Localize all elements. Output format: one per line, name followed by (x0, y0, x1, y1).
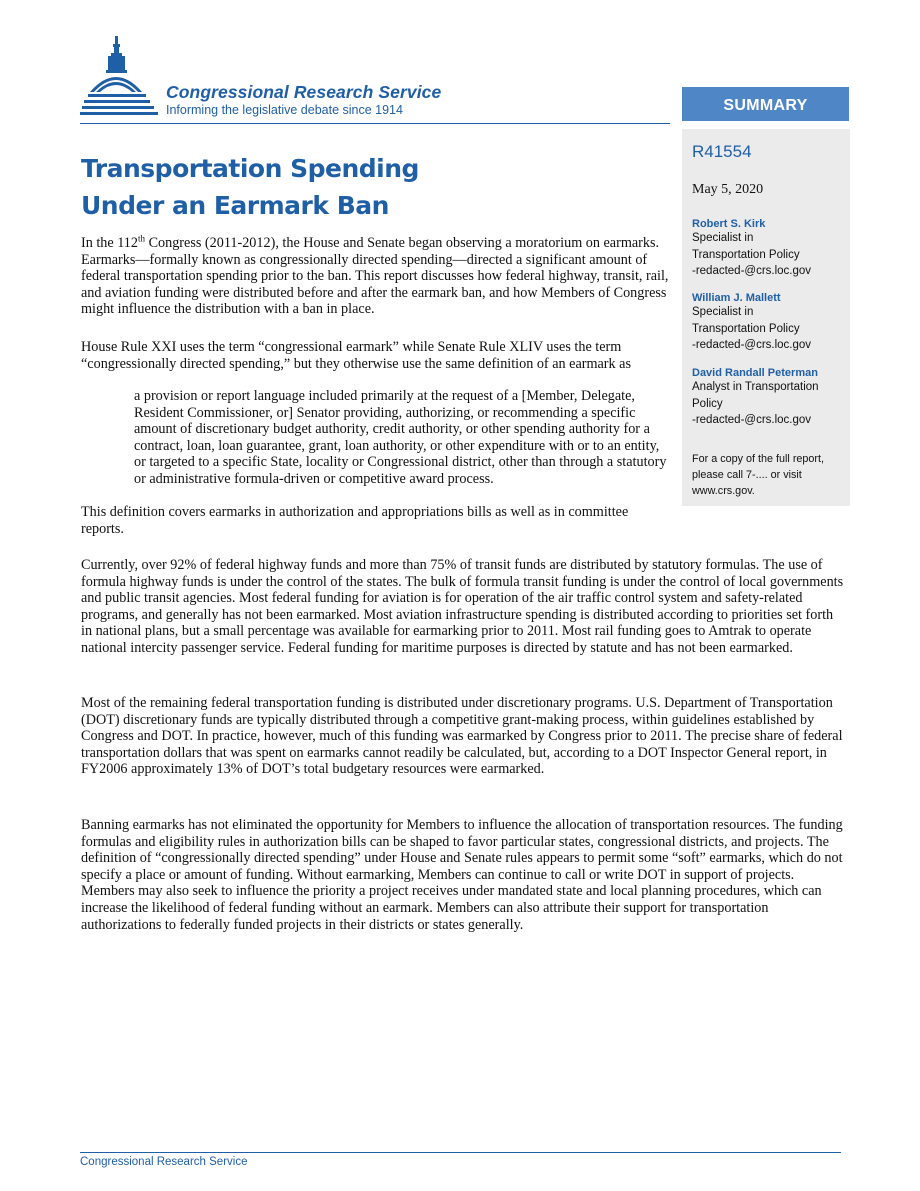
ordinal-suffix: th (138, 233, 146, 244)
author-title: Analyst in Transportation (692, 381, 819, 393)
footer-divider (80, 1152, 841, 1153)
report-title (81, 150, 419, 224)
paragraph-formula-funding: Currently, over 92% of federal highway funds and more than 75% of transit funds are distributed by statutory formulas. The use of formula highway funds is under the control of the states. The bulk of formula transit funding is under the control of local governments and public transit agencies. Most federal funding for aviation is for operation of the air traffic control system and safety-related programs, and generally has not been earmarked. Most aviation infrastructure spending is distributed according to priorities set forth in national plans, but a small percentage was available for earmarking prior to 2011. Most rail funding goes to Amtrak to operate national intercity passenger service. Federal funding for maritime purposes is directed by statute and has not been earmarked. (81, 557, 844, 656)
author-title: Specialist in (692, 232, 754, 244)
paragraph-intro (81, 235, 671, 318)
footer-org-name: Congressional Research Service (80, 1156, 248, 1168)
org-tagline: Informing the legislative debate since 1914 (166, 103, 403, 117)
author-title: Transportation Policy (692, 248, 800, 261)
header-divider (80, 123, 670, 124)
report-number: R41554 (692, 142, 752, 161)
author-email: -redacted-@crs.loc.gov (692, 339, 812, 351)
author-name: David Randall Peterman (692, 367, 818, 379)
author-name: Robert S. Kirk (692, 218, 766, 230)
author-title: Transportation Policy (692, 322, 800, 335)
author-email: -redacted-@crs.loc.gov (692, 414, 812, 426)
author-title: Specialist in (692, 306, 754, 318)
intro-text-start: In the 112 (81, 235, 138, 251)
author-title: Policy (692, 397, 723, 410)
paragraph-definition-scope: This definition covers earmarks in authorization and appropriations bills as well as in committee reports. (81, 504, 629, 537)
title-line-1: Transportation Spending (81, 154, 419, 183)
full-report-note: For a copy of the full report, please call 7-.... or visit www.crs.gov. (692, 453, 825, 497)
author-email: -redacted-@crs.loc.gov (692, 265, 812, 277)
report-date: May 5, 2020 (692, 182, 764, 197)
org-name: Congressional Research Service (166, 82, 442, 102)
crs-capitol-logo-icon (80, 34, 164, 122)
author-name: William J. Mallett (692, 292, 781, 304)
title-line-2: Under an Earmark Ban (81, 191, 389, 220)
paragraph-rules: House Rule XXI uses the term “congressional earmark” while Senate Rule XLIV uses the term “congressionally directed spending,” but they otherwise use the same definition of an earmark as (81, 339, 631, 372)
author-block (692, 292, 811, 354)
intro-text-rest: Congress (2011-2012), the House and Senate began observing a moratorium on earmarks. Earmarks—formally known as congressionally directed spending—directed a significant amount of federal transportation spending prior to the ban. This report discusses how federal highway, transit, rail, and aviation funding were distributed before and after the earmark ban, and how Members of Congress might influence the distribution with a ban in place. (81, 235, 669, 318)
earmark-definition-quote: a provision or report language included primarily at the request of a [Member, Delegate, Resident Commissioner, or] Senator providing, authorizing, or recommending a specific amount of discretionary budget authority, credit authority, or other spending authority for a contract, loan, loan guarantee, grant, loan authority, or other expenditure with or to an entity, or targeted to a specific State, locality or Congressional district, other than through a statutory or administrative formula-driven or competitive award process. (134, 388, 667, 487)
paragraph-ban-effects: Banning earmarks has not eliminated the opportunity for Members to influence the allocation of transportation resources. The funding formulas and eligibility rules in authorization bills can be shaped to favor particular states, congressional districts, and projects. The definition of “congressionally directed spending” under House and Senate rules appears to permit some “soft” earmarks, which do not specify a place or amount of funding. Without earmarking, Members can continue to call or write DOT in support of projects. Members may also seek to influence the priority a project receives under mandated state and local planning procedures, which can increase the likelihood of federal funding without an earmark. Members can also attribute their support for transportation authorizations to federally funded projects in their districts or states generally. (81, 817, 843, 933)
author-block (692, 367, 819, 429)
summary-tab: SUMMARY (682, 87, 849, 121)
author-block (692, 218, 811, 280)
paragraph-discretionary: Most of the remaining federal transportation funding is distributed under discretionary programs. U.S. Department of Transportation (DOT) discretionary funds are typically distributed through a competitive grant-making process, within guidelines established by Congress and DOT. In practice, however, much of this funding was earmarked by Congress prior to 2011. The precise share of federal transportation dollars that was spent on earmarks cannot readily be calculated, but, according to a DOT Inspector General report, in FY2006 approximately 13% of DOT’s total budgetary resources were earmarked. (81, 695, 843, 778)
